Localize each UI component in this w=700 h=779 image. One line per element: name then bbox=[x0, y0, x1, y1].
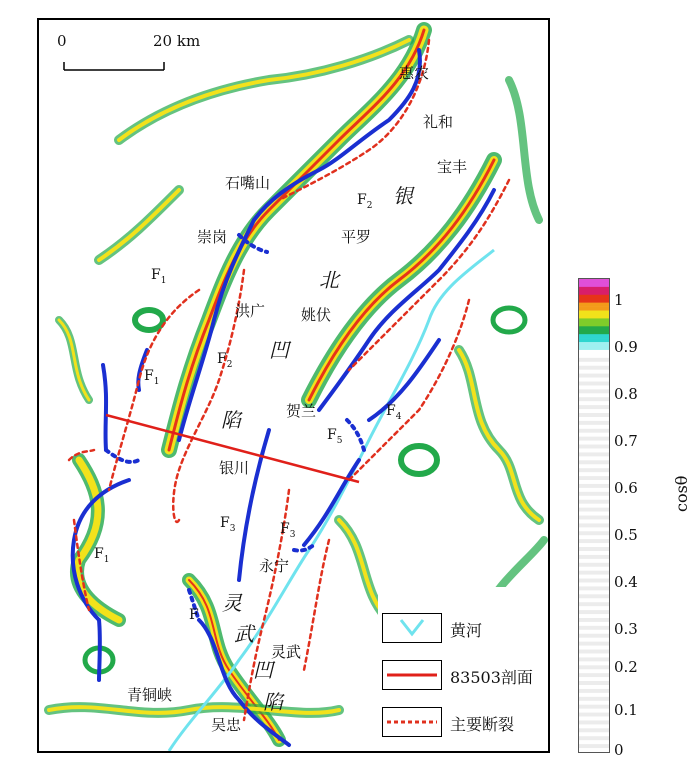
colorbar-segment bbox=[579, 330, 609, 334]
colorbar-segment bbox=[579, 334, 609, 338]
colorbar-segment bbox=[579, 496, 609, 500]
colorbar-segment bbox=[579, 381, 609, 385]
colorbar-segment bbox=[579, 378, 609, 382]
river-symbol-icon bbox=[383, 614, 441, 642]
colorbar-segment bbox=[579, 354, 609, 358]
colorbar-segment bbox=[579, 370, 609, 374]
fault-label-f1-top: $F_1$ bbox=[151, 267, 167, 286]
fault-label-f2-top: $F_2$ bbox=[357, 192, 373, 211]
colorbar-segment bbox=[579, 437, 609, 441]
colorbar-segment bbox=[579, 527, 609, 531]
colorbar-segment bbox=[579, 618, 609, 622]
colorbar-segment bbox=[579, 614, 609, 618]
colorbar-segment bbox=[579, 665, 609, 669]
colorbar-segment bbox=[579, 606, 609, 610]
colorbar-segment bbox=[579, 350, 609, 354]
colorbar-segment bbox=[579, 456, 609, 460]
colorbar-segment bbox=[579, 736, 609, 740]
colorbar-tick-0-9: 0.9 bbox=[614, 338, 638, 356]
colorbar-gradient bbox=[579, 279, 609, 752]
colorbar-segment bbox=[579, 417, 609, 421]
colorbar-segment bbox=[579, 452, 609, 456]
colorbar-segment bbox=[579, 519, 609, 523]
colorbar-tick-0-5: 0.5 bbox=[614, 526, 638, 544]
colorbar-segment bbox=[579, 311, 609, 315]
colorbar-segment bbox=[579, 559, 609, 563]
colorbar-segment bbox=[579, 590, 609, 594]
colorbar-segment bbox=[579, 689, 609, 693]
legend-row-yellow-river bbox=[378, 613, 548, 643]
profile-line-icon bbox=[383, 661, 441, 689]
basin-yinbei-2: 北 bbox=[319, 268, 339, 292]
colorbar-segment bbox=[579, 460, 609, 464]
colorbar-segment bbox=[579, 441, 609, 445]
legend-label-profile: 83503剖面 bbox=[450, 668, 533, 687]
legend-label-main-faults: 主要断裂 bbox=[450, 715, 515, 734]
colorbar-segment bbox=[579, 523, 609, 527]
colorbar-segment bbox=[579, 307, 609, 311]
colorbar-segment bbox=[579, 594, 609, 598]
fault-label-f1-mid: $F_1$ bbox=[144, 368, 160, 387]
colorbar-segment bbox=[579, 720, 609, 724]
colorbar-segment bbox=[579, 653, 609, 657]
colorbar-segment bbox=[579, 740, 609, 744]
colorbar-segment bbox=[579, 362, 609, 366]
colorbar-tick-0-6: 0.6 bbox=[614, 479, 638, 497]
fault-label-f4: $F_4$ bbox=[386, 403, 402, 422]
colorbar-segment bbox=[579, 421, 609, 425]
colorbar-segment bbox=[579, 476, 609, 480]
colorbar-segment bbox=[579, 508, 609, 512]
place-huinong: 惠农 bbox=[399, 64, 430, 82]
colorbar-segment bbox=[579, 583, 609, 587]
colorbar-segment bbox=[579, 681, 609, 685]
colorbar-segment bbox=[579, 535, 609, 539]
colorbar-segment bbox=[579, 586, 609, 590]
colorbar-segment bbox=[579, 468, 609, 472]
colorbar-segment bbox=[579, 646, 609, 650]
colorbar-segment bbox=[579, 366, 609, 370]
fault-label-f5: $F_5$ bbox=[327, 427, 343, 446]
place-yongning: 永宁 bbox=[259, 557, 290, 575]
colorbar-segment bbox=[579, 697, 609, 701]
fault-label-f1-low: $F_1$ bbox=[94, 546, 110, 565]
colorbar-tick-0: 0 bbox=[614, 741, 624, 759]
colorbar-segment bbox=[579, 661, 609, 665]
colorbar-tick-0-1: 0.1 bbox=[614, 701, 638, 719]
colorbar-segment bbox=[579, 728, 609, 732]
basin-lingwu-2: 武 bbox=[234, 622, 254, 646]
fault-label-f3: $F_3$ bbox=[220, 515, 236, 534]
colorbar-segment bbox=[579, 622, 609, 626]
colorbar-segment bbox=[579, 295, 609, 299]
basin-yinbei-3: 凹 bbox=[269, 338, 289, 362]
colorbar-title: cosθ bbox=[672, 475, 691, 512]
colorbar-segment bbox=[579, 598, 609, 602]
colorbar-segment bbox=[579, 693, 609, 697]
colorbar-segment bbox=[579, 504, 609, 508]
colorbar-segment bbox=[579, 413, 609, 417]
place-helan: 贺兰 bbox=[286, 402, 317, 420]
place-wuzhong: 吴忠 bbox=[211, 716, 242, 734]
colorbar-segment bbox=[579, 512, 609, 516]
colorbar-tick-0-7: 0.7 bbox=[614, 432, 638, 450]
colorbar-segment bbox=[579, 642, 609, 646]
colorbar-segment bbox=[579, 657, 609, 661]
colorbar-segment bbox=[579, 358, 609, 362]
colorbar-segment bbox=[579, 326, 609, 330]
colorbar-segment bbox=[579, 322, 609, 326]
colorbar-segment bbox=[579, 709, 609, 713]
colorbar-tick-1: 1 bbox=[614, 291, 624, 309]
colorbar-tick-0-8: 0.8 bbox=[614, 385, 638, 403]
colorbar-segment bbox=[579, 705, 609, 709]
colorbar-segment bbox=[579, 338, 609, 342]
colorbar-segment bbox=[579, 516, 609, 520]
colorbar-segment bbox=[579, 650, 609, 654]
colorbar-segment bbox=[579, 669, 609, 673]
place-hongguang: 洪广 bbox=[235, 302, 266, 320]
colorbar-segment bbox=[579, 610, 609, 614]
basin-lingwu-4: 陷 bbox=[263, 690, 283, 714]
fault-label-f2-mid: $F_2$ bbox=[217, 351, 233, 370]
colorbar-segment bbox=[579, 630, 609, 634]
colorbar-segment bbox=[579, 571, 609, 575]
colorbar-segment bbox=[579, 563, 609, 567]
colorbar-segment bbox=[579, 638, 609, 642]
colorbar-segment bbox=[579, 318, 609, 322]
colorbar-segment bbox=[579, 602, 609, 606]
colorbar-segment bbox=[579, 488, 609, 492]
place-yaofu: 姚伏 bbox=[301, 306, 332, 324]
colorbar-segment bbox=[579, 673, 609, 677]
colorbar-segment bbox=[579, 717, 609, 721]
colorbar-segment bbox=[579, 299, 609, 303]
fault-label-f-lower: F bbox=[189, 607, 199, 623]
colorbar-segment bbox=[579, 303, 609, 307]
colorbar-segment bbox=[579, 748, 609, 752]
colorbar-segment bbox=[579, 464, 609, 468]
colorbar-segment bbox=[579, 346, 609, 350]
colorbar-segment bbox=[579, 429, 609, 433]
colorbar-segment bbox=[579, 634, 609, 638]
colorbar-segment bbox=[579, 283, 609, 287]
colorbar-segment bbox=[579, 291, 609, 295]
place-qingtongxia: 青铜峡 bbox=[127, 686, 173, 704]
place-chonggang: 崇岗 bbox=[197, 228, 228, 246]
colorbar-segment bbox=[579, 448, 609, 452]
colorbar-segment bbox=[579, 677, 609, 681]
scale-bar bbox=[64, 62, 164, 70]
colorbar-segment bbox=[579, 575, 609, 579]
fault-label-f3-s: $F_3$ bbox=[280, 521, 296, 540]
place-baofeng: 宝丰 bbox=[437, 158, 468, 176]
colorbar-segment bbox=[579, 701, 609, 705]
basin-lingwu-1: 灵 bbox=[222, 591, 242, 615]
place-lihe: 礼和 bbox=[423, 113, 454, 131]
colorbar-segment bbox=[579, 279, 609, 283]
place-yinchuan: 银川 bbox=[219, 459, 250, 477]
colorbar-segment bbox=[579, 397, 609, 401]
place-shizuishan: 石嘴山 bbox=[225, 174, 271, 192]
colorbar-tick-0-4: 0.4 bbox=[614, 573, 638, 591]
colorbar-segment bbox=[579, 401, 609, 405]
scale-end-label: 20 km bbox=[153, 32, 201, 50]
colorbar-segment bbox=[579, 409, 609, 413]
colorbar-segment bbox=[579, 724, 609, 728]
basin-yinbei-4: 陷 bbox=[221, 408, 241, 432]
colorbar-segment bbox=[579, 389, 609, 393]
colorbar-segment bbox=[579, 685, 609, 689]
legend-label-yellow-river: 黄河 bbox=[450, 621, 483, 640]
colorbar-segment bbox=[579, 744, 609, 748]
colorbar-segment bbox=[579, 393, 609, 397]
colorbar-segment bbox=[579, 480, 609, 484]
colorbar-segment bbox=[579, 579, 609, 583]
legend-swatch-yellow-river bbox=[382, 613, 442, 643]
basin-lingwu-3: 凹 bbox=[253, 658, 273, 682]
colorbar-segment bbox=[579, 314, 609, 318]
colorbar-segment bbox=[579, 385, 609, 389]
colorbar-segment bbox=[579, 626, 609, 630]
colorbar bbox=[578, 278, 610, 753]
colorbar-segment bbox=[579, 433, 609, 437]
legend-swatch-main-faults bbox=[382, 707, 442, 737]
colorbar-segment bbox=[579, 472, 609, 476]
colorbar-segment bbox=[579, 555, 609, 559]
colorbar-segment bbox=[579, 342, 609, 346]
colorbar-segment bbox=[579, 567, 609, 571]
colorbar-segment bbox=[579, 713, 609, 717]
colorbar-segment bbox=[579, 543, 609, 547]
dashed-fault-icon bbox=[383, 708, 441, 736]
legend-swatch-profile bbox=[382, 660, 442, 690]
colorbar-segment bbox=[579, 425, 609, 429]
scale-zero-label: 0 bbox=[57, 32, 67, 50]
colorbar-segment bbox=[579, 405, 609, 409]
colorbar-segment bbox=[579, 492, 609, 496]
legend-row-main-faults bbox=[378, 707, 548, 737]
legend bbox=[378, 587, 548, 747]
basin-yinbei-1: 银 bbox=[393, 184, 413, 208]
colorbar-segment bbox=[579, 445, 609, 449]
colorbar-segment bbox=[579, 531, 609, 535]
colorbar-segment bbox=[579, 551, 609, 555]
colorbar-segment bbox=[579, 732, 609, 736]
colorbar-segment bbox=[579, 374, 609, 378]
place-lingwu: 灵武 bbox=[271, 643, 302, 661]
colorbar-segment bbox=[579, 500, 609, 504]
colorbar-segment bbox=[579, 287, 609, 291]
legend-row-profile bbox=[378, 660, 548, 690]
colorbar-tick-0-2: 0.2 bbox=[614, 658, 638, 676]
colorbar-tick-0-3: 0.3 bbox=[614, 620, 638, 638]
colorbar-segment bbox=[579, 547, 609, 551]
place-pingluo: 平罗 bbox=[341, 228, 372, 246]
colorbar-segment bbox=[579, 484, 609, 488]
colorbar-segment bbox=[579, 539, 609, 543]
